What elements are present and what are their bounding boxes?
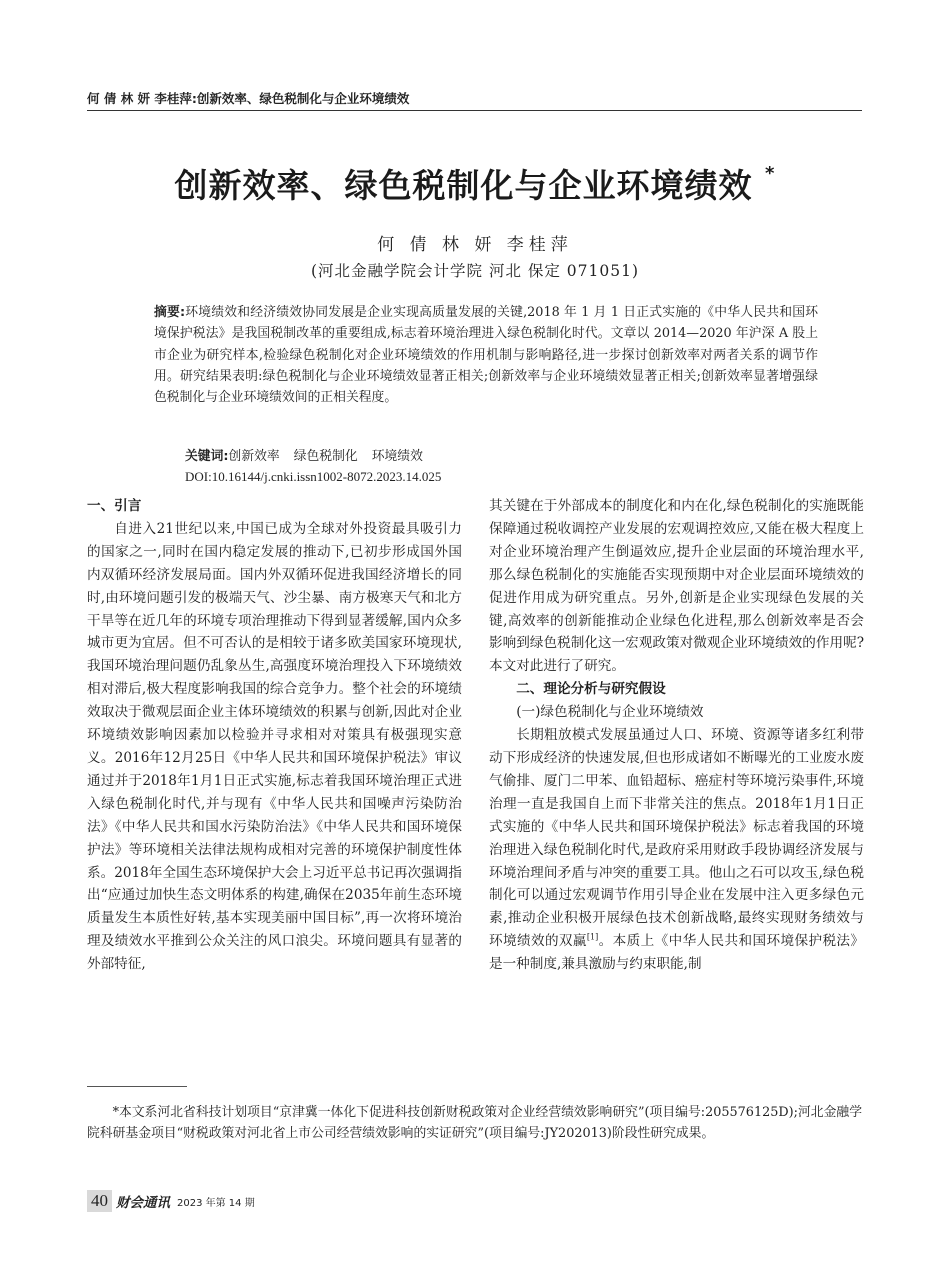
issue-label: 2023 年第 14 期 [177, 1197, 255, 1209]
abstract-text: 环境绩效和经济绩效协同发展是企业实现高质量发展的关键,2018 年 1 月 1 日正式实施的《中华人民共和国环境保护税法》是我国税制改革的重要组成,标志着环境治理进入绿色税制化时代。文章以 2014—2020 年沪深 A 股上市企业为研究样本,检验绿色税制化对企业环境绩效的作用机制与影响路径,进一步探讨创新效率对两者关系的调节作用。研究结果表明:绿色税制化与企业环境绩效显著正相关;创新效率与企业环境绩效显著正相关;创新效率显著增强绿色税制化与企业环境绩效间的正相关程度。 [154, 305, 818, 406]
title-text: 创新效率、绿色税制化与企业环境绩效 [174, 166, 753, 205]
journal-name: 财会通讯 [116, 1195, 170, 1211]
affiliation: (河北金融学院会计学院 河北 保定 071051) [310, 262, 640, 280]
title-footnote-mark: * [765, 163, 776, 184]
keyword: 创新效率 [228, 449, 280, 464]
keywords-label: 关键词: [185, 449, 229, 464]
doi: DOI:10.16144/j.cnki.issn1002-8072.2023.14.025 [185, 469, 442, 484]
paragraph-tail: 。本质上《中华人民共和国环境保护税法》是一种制度,兼具激励与约束职能,制 [489, 933, 865, 973]
body-column-left [87, 495, 462, 976]
keywords [185, 445, 825, 464]
body-column-right [489, 495, 864, 976]
keyword: 绿色税制化 [293, 449, 358, 464]
running-head: 何 倩 林 妍 李桂萍:创新效率、绿色税制化与企业环境绩效 [87, 89, 862, 111]
section-heading: 二、理论分析与研究假设 [516, 681, 666, 698]
abstract-label: 摘要: [154, 305, 186, 320]
article-title [0, 160, 950, 207]
paragraph [489, 724, 864, 976]
authors: 何 倩 林 妍 李桂萍 [377, 235, 573, 255]
page-number: 40 [87, 1190, 112, 1212]
section-heading: 一、引言 [87, 498, 142, 514]
abstract [154, 302, 818, 408]
paragraph-text: 长期粗放模式发展虽通过人口、环境、资源等诸多红利带动下形成经济的快速发展,但也形成诸如不断曝光的工业废水废气偷排、厦门二甲苯、血铅超标、癌症村等环境污染事件,环境治理一直是我国自上而下非常关注的焦点。2018年1月1日正式实施的《中华人民共和国环境保护税法》标志着我国的环境治理进入绿色税制化时代,是政府采用财政手段协调经济发展与环境治理间矛盾与冲突的重要工具。他山之石可以攻玉,绿色税制化可以通过宏观调节作用引导企业在发展中注入更多绿色元素,推动企业积极开展绿色技术创新战略,最终实现财务绩效与环境绩效的双赢 [489, 727, 864, 950]
footnote: *本文系河北省科技计划项目“京津冀一体化下促进科技创新财税政策对企业经营绩效影响研究”(项目编号:205576125D);河北金融学院科研基金项目“财税政策对河北省上市公司经营绩效影响的实证研究”(项目编号:JY202013)阶段性研究成果。 [87, 1105, 862, 1141]
citation-ref: [1] [586, 932, 599, 942]
paragraph-continued: 其关键在于外部成本的制度化和内在化,绿色税制化的实施既能保障通过税收调控产业发展的宏观调控效应,又能在极大程度上对企业环境治理产生倒逼效应,提升企业层面的环境治理水平,那么绿色税制化的实施能否实现预期中对企业层面环境绩效的促进作用成为研究重点。另外,创新是企业实现绿色发展的关键,高效率的创新能推动企业绿色化进程,那么创新效率是否会影响到绿色税制化这一宏观政策对微观企业环境绩效的作用呢?本文对此进行了研究。 [489, 498, 864, 675]
paragraph: 自进入21世纪以来,中国已成为全球对外投资最具吸引力的国家之一,同时在国内稳定发展的推动下,已初步形成国外国内双循环经济发展局面。国内外双循环促进我国经济增长的同时,由环境问题引发的极端天气、沙尘暴、南方极寒天气和北方干旱等在近几年的环境专项治理推动下得到显著缓解,国内众多城市更为宜居。但不可否认的是相较于诸多欧美国家环境现状,我国环境治理问题仍乱象丛生,高强度环境治理投入下环境绩效相对滞后,极大程度影响我国的综合竞争力。整个社会的环境绩效取决于微观层面企业主体环境绩效的积累与创新,因此对企业环境绩效影响因素加以检验并寻求相对对策具有极强现实意义。2016年12月25日《中华人民共和国环境保护税法》审议通过并于2018年1月1日正式实施,标志着我国环境治理正式进入绿色税制化时代,并与现有《中华人民共和国噪声污染防治法》《中华人民共和国水污染防治法》《中华人民共和国环境保护法》等环境相关法律法规构成相对完善的环境保护制度性体系。2018年全国生态环境保护大会上习近平总书记再次强调指出“应通过加快生态文明体系的构建,确保在2035年前生态环境质量发生本质性好转,基本实现美丽中国目标”,再一次将环境治理及绩效水平推到公众关注的风口浪尖。环境问题具有显著的外部特征, [87, 520, 462, 973]
keyword: 环境绩效 [371, 449, 423, 464]
footnote-rule [87, 1086, 187, 1087]
subsection-heading: (一)绿色税制化与企业环境绩效 [516, 704, 704, 721]
page-footer [87, 1190, 255, 1212]
